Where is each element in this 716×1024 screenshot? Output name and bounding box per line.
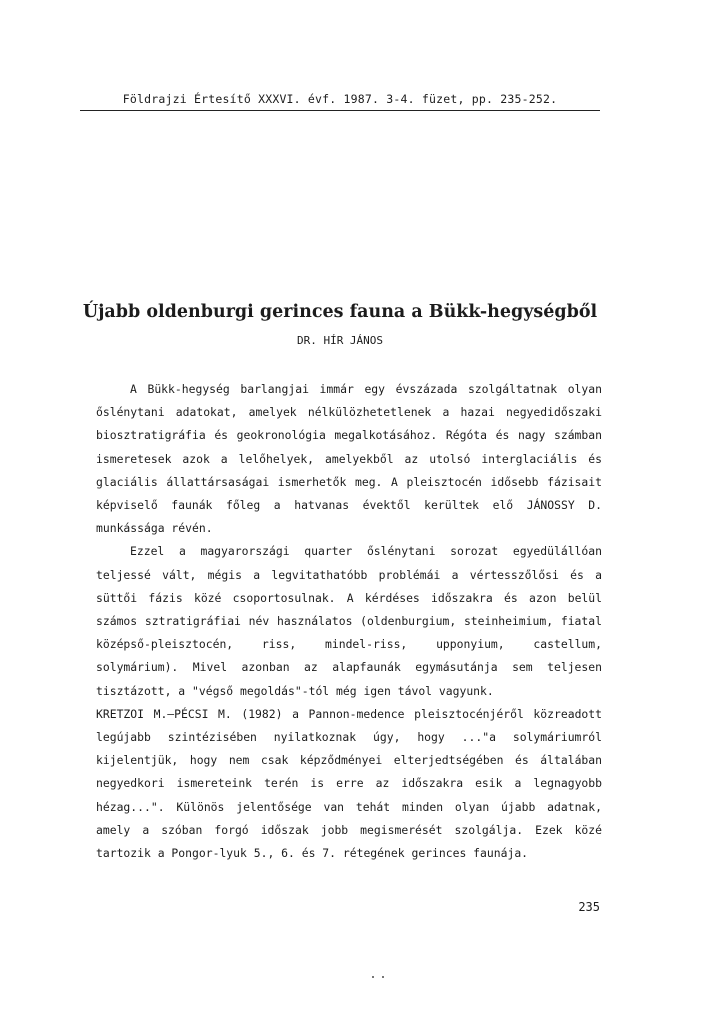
article-author: DR. HÍR JÁNOS	[296, 334, 384, 347]
scan-speck	[382, 976, 384, 978]
paragraph-3: KRETZOI M.—PÉCSI M. (1982) a Pannon-medence pleisztocénjéről közreadott legújabb szintézisében nyilatkoznak úgy, hogy ..."a solymáriumról kijelentjük, hogy nem csak képződményei elterjedtségében és általában negyedkori ismereteink terén is erre az időszakra esik a legnagyobb hézag...". Különös jelentősége van tehát minden olyan újabb adatnak, amely a szóban forgó időszak jobb megismerését szolgálja. Ezek közé tartozik a Pongor-lyuk 5., 6. és 7. rétegének gerinces faunája.	[96, 706, 602, 861]
page-number: 235	[578, 900, 600, 914]
paragraph-1: A Bükk-hegység barlangjai immár egy évszázada szolgáltatnak olyan őslénytani adatokat, amelyek nélkülözhetetlenek a hazai negyedidőszaki biosztratigráfia és geokronológia megalkotásához. Régóta és nagy számban ismeretesek azok a lelőhelyek, amelyekből az utolsó interglaciális és glaciális állattársaságai ismerhetők meg. A pleisztocén idősebb fázisait képviselő faunák főleg a hatvanas évektől kerültek elő JÁNOSSY D. munkássága révén.	[96, 382, 602, 536]
journal-header: Földrajzi Értesítő XXXVI. évf. 1987. 3-4. füzet, pp. 235-252.	[80, 92, 600, 111]
article-title: Újabb oldenburgi gerinces fauna a Bükk-hegységből	[82, 302, 598, 322]
scan-speck	[372, 976, 374, 978]
paragraph-2: Ezzel a magyarországi quarter őslénytani sorozat egyedülállóan teljessé vált, mégis a legvitathatóbb problémái a vértesszőlősi és a süttői fázis közé csoportosulnak. A kérdéses időszakra és azon belül számos sztratigráfiai név használatos (oldenburgium, steinheimium, fiatal középső-pleisztocén, riss, mindel-riss, upponyium, castellum, solymárium). Mivel azonban az alapfaunák egymásutánja sem teljesen tisztázott, a "végső megoldás"-tól még igen távol vagyunk.	[96, 544, 602, 698]
article-body	[96, 378, 602, 865]
